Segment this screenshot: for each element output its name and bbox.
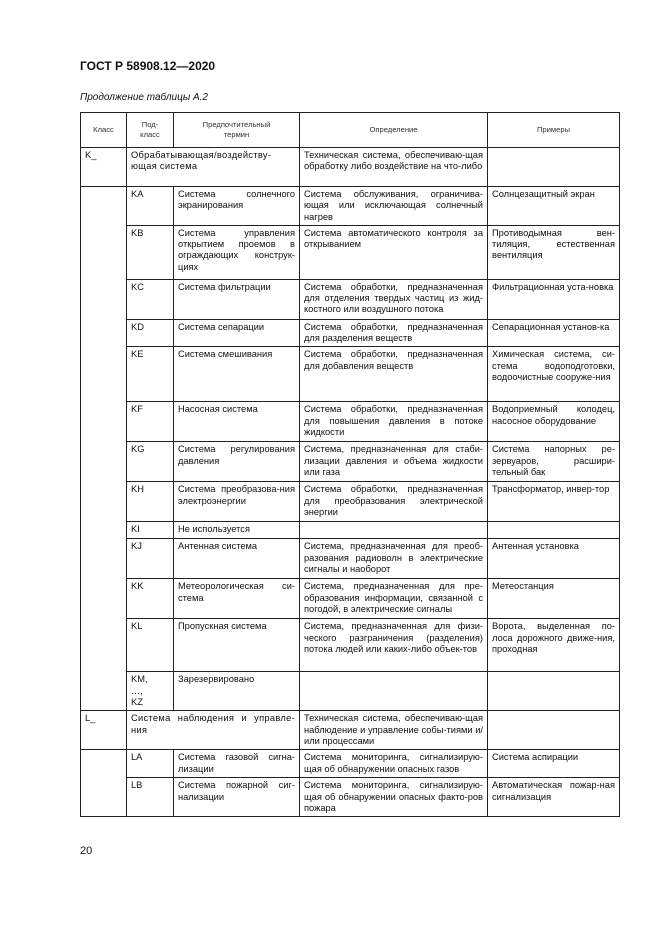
subclass-term: Метеорологическая си-стема	[174, 579, 300, 619]
subclass-code: KF	[127, 402, 174, 442]
examples-cell: Сепарационная установ-ка	[488, 319, 620, 347]
subclass-code: LB	[127, 778, 174, 817]
header-subclass: Под- класс	[127, 113, 174, 148]
examples-cell	[488, 522, 620, 539]
subclass-row	[81, 672, 620, 711]
subclass-code: KA	[127, 187, 174, 226]
subclass-code: KI	[127, 522, 174, 539]
subclass-term: Система солнечного экранирования	[174, 187, 300, 226]
definition-cell: Система, предназначенная для преоб-разования радиоволн в электрические сигналы и наоборот	[300, 539, 488, 579]
subclass-row	[81, 778, 620, 817]
definition-cell: Система обработки, предназначенная для повышения давления в потоке жидкости	[300, 402, 488, 442]
definition-cell	[300, 522, 488, 539]
examples-cell	[488, 148, 620, 187]
subclass-term: Антенная система	[174, 539, 300, 579]
subclass-row	[81, 225, 620, 279]
definition-cell: Техническая система, обеспечиваю-щая обработку либо воздействие на что-либо	[300, 148, 488, 187]
subclass-term: Насосная система	[174, 402, 300, 442]
definition-cell: Система автоматического контроля за открыванием	[300, 225, 488, 279]
subclass-code: KD	[127, 319, 174, 347]
subclass-code: KM, …, KZ	[127, 672, 174, 711]
definition-cell: Техническая система, обеспечиваю-щая наблюдение и управление собы-тиями и/или процессами	[300, 711, 488, 750]
class-column-blank	[81, 187, 127, 711]
examples-cell: Трансформатор, инвер-тор	[488, 482, 620, 522]
subclass-row	[81, 442, 620, 482]
examples-cell: Фильтрационная уста-новка	[488, 279, 620, 319]
subclass-term: Не используется	[174, 522, 300, 539]
examples-cell: Антенная установка	[488, 539, 620, 579]
subclass-row	[81, 539, 620, 579]
definition-cell: Система мониторинга, сигнализирую-щая об обнаружении опасных факто-ров пожара	[300, 778, 488, 817]
subclass-term: Система фильтрации	[174, 279, 300, 319]
examples-cell: Система напорных ре-зервуаров, расшири-тельный бак	[488, 442, 620, 482]
subclass-term: Система газовой сигна-лизации	[174, 750, 300, 778]
subclass-row	[81, 187, 620, 226]
subclass-row	[81, 579, 620, 619]
header-term: Предпочтительный термин	[174, 113, 300, 148]
examples-cell: Метеостанция	[488, 579, 620, 619]
subclass-row	[81, 347, 620, 402]
subclass-term: Пропускная система	[174, 619, 300, 672]
subclass-term: Система управления открытием проемов в ограждающих конструк-циях	[174, 225, 300, 279]
class-code: K_	[81, 148, 127, 187]
examples-cell	[488, 672, 620, 711]
subclass-code: KC	[127, 279, 174, 319]
class-term: Обрабатывающая/воздейству-ющая система	[127, 148, 300, 187]
page-number: 20	[80, 845, 93, 857]
examples-cell: Ворота, выделенная по-лоса дорожного движе-ния, проходная	[488, 619, 620, 672]
definition-cell: Система, предназначенная для физи-ческого разграничения (разделения) потока людей или каких-либо объек-тов	[300, 619, 488, 672]
definition-cell	[300, 672, 488, 711]
class-term: Система наблюдения и управле-ния	[127, 711, 300, 750]
header-class: Класс	[81, 113, 127, 148]
subclass-row	[81, 522, 620, 539]
definition-cell: Система обработки, предназначенная для преобразования электрической энергии	[300, 482, 488, 522]
subclass-row	[81, 482, 620, 522]
examples-cell: Химическая система, си-стема водоподготовки, водоочистные сооруже-ния	[488, 347, 620, 402]
subclass-code: KK	[127, 579, 174, 619]
definition-cell: Система мониторинга, сигнализирую-щая об обнаружении опасных газов	[300, 750, 488, 778]
subclass-code: LA	[127, 750, 174, 778]
subclass-code: KH	[127, 482, 174, 522]
examples-cell	[488, 711, 620, 750]
table-body	[81, 148, 620, 817]
definition-cell: Система обработки, предназначенная для разделения веществ	[300, 319, 488, 347]
examples-cell: Солнцезащитный экран	[488, 187, 620, 226]
table-caption: Продолжение таблицы А.2	[80, 92, 208, 103]
classification-table	[80, 112, 620, 817]
subclass-term: Зарезервировано	[174, 672, 300, 711]
subclass-code: KG	[127, 442, 174, 482]
subclass-code: KB	[127, 225, 174, 279]
class-column-blank	[81, 750, 127, 817]
examples-cell: Автоматическая пожар-ная сигнализация	[488, 778, 620, 817]
document-title: ГОСТ Р 58908.12—2020	[80, 59, 216, 73]
subclass-row	[81, 279, 620, 319]
definition-cell: Система обслуживания, ограничива-ющая или исключающая солнечный нагрев	[300, 187, 488, 226]
class-row	[81, 148, 620, 187]
subclass-code: KJ	[127, 539, 174, 579]
subclass-row	[81, 402, 620, 442]
subclass-code: KE	[127, 347, 174, 402]
subclass-code: KL	[127, 619, 174, 672]
subclass-term: Система смешивания	[174, 347, 300, 402]
definition-cell: Система обработки, предназначенная для отделения твердых частиц из жид-костного или воздушного потока	[300, 279, 488, 319]
definition-cell: Система, предназначенная для пре-образования информации, связанной с погодой, в электрические сигналы	[300, 579, 488, 619]
subclass-term: Система регулирования давления	[174, 442, 300, 482]
header-definition: Определение	[300, 113, 488, 148]
subclass-row	[81, 619, 620, 672]
class-code: L_	[81, 711, 127, 750]
subclass-term: Система преобразова-ния электроэнергии	[174, 482, 300, 522]
subclass-term: Система пожарной сиг-нализации	[174, 778, 300, 817]
subclass-row	[81, 750, 620, 778]
definition-cell: Система, предназначенная для стаби-лизации давления и объема жидкости или газа	[300, 442, 488, 482]
table-header-row	[81, 113, 620, 148]
examples-cell: Противодымная вен-тиляция, естественная вентиляция	[488, 225, 620, 279]
class-row	[81, 711, 620, 750]
definition-cell: Система обработки, предназначенная для добавления веществ	[300, 347, 488, 402]
header-examples: Примеры	[488, 113, 620, 148]
subclass-term: Система сепарации	[174, 319, 300, 347]
examples-cell: Водоприемный колодец, насосное оборудование	[488, 402, 620, 442]
examples-cell: Система аспирации	[488, 750, 620, 778]
subclass-row	[81, 319, 620, 347]
